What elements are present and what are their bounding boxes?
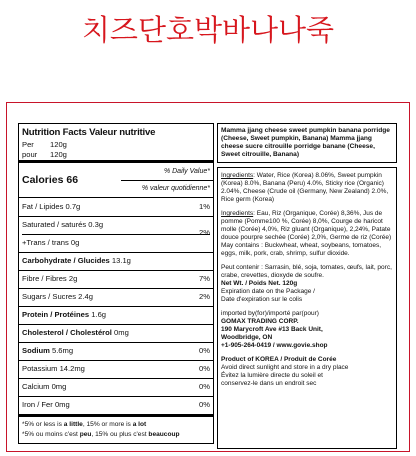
trans-label: +Trans / trans	[22, 238, 69, 248]
storage-line-1: Avoid direct sunlight and store in a dry place	[221, 364, 349, 371]
sugars-percent: 2%	[199, 292, 210, 302]
fat-label: Fat / Lipides	[22, 201, 64, 211]
origin: Product of KOREA / Produit de Corée	[221, 356, 337, 363]
footnote-fr: *5% ou moins c'est peu, 15% ou plus c'est beaucoup	[22, 431, 180, 439]
contact-info: +1-905-264-0419 / www.govie.shop	[221, 342, 328, 349]
storage-line-2: Évitez la lumière directe du soleil et	[221, 372, 323, 379]
serving-size	[19, 140, 213, 160]
product-title-korean: 치즈단호박바나나죽	[81, 13, 335, 47]
imported-by: imported by(for)/importé par(pour)	[221, 310, 319, 317]
saturated-trans-row	[19, 216, 213, 252]
potassium-percent: 0%	[199, 364, 210, 374]
address-line-1: 190 Marycroft Ave #13 Back Unit,	[221, 326, 323, 333]
trans-value: 0g	[70, 238, 80, 248]
product-name: Mamma jjang cheese sweet pumpkin banana porridge (Cheese, Sweet pumpkin, Banana) Mamma jjang cheese sucre citrouille porridge banane (Cheese, Sweet citrouille, Banana)	[221, 127, 390, 158]
sodium-value: 5.6mg	[51, 346, 74, 356]
expiration-en: Expiration date on the Package /	[221, 288, 315, 295]
daily-value-footnote	[19, 414, 213, 443]
serving-per-value: 120g	[50, 140, 67, 150]
net-weight: Net Wt. / Poids Net. 120g	[221, 280, 298, 287]
iron-value: 0mg	[54, 400, 70, 410]
may-contain-en: May contains : Buckwheat, wheat, soybeans, tomatoes, eggs, milk, pork, crab, shrimp, sulfur dioxide.	[221, 242, 382, 257]
ingredients-en: Ingredients: Water, Rice (Korea) 8.06%, Sweet pumpkin (Korea) 8.0%, Banana (Peru) 4.0%, Sticky rice (Organic) 2.04%, Cheese (Crude oil (Germany, New Zealand) 2.0%, Rice germ (Korea)	[221, 172, 389, 203]
ingredients-fr: Ingredients: Eau, Riz (Organique, Corée) 8,36%, Jus de pomme (Pomme100 %, Corée) 8,0%, Courge de haricot molle (Corée) 4,0%, Riz gluant (Organique), 2,24%, Patate douce pourpre sechée (Corée) 2,0%, Germe de riz (Corée)	[221, 210, 392, 241]
protein-row	[19, 306, 213, 324]
may-contain-fr: Peut contenir : Sarrasin, blé, soja, tomates, œufs, lait, porc, crabe, crevettes, dioxyde de soufre.	[221, 264, 392, 279]
address-line-2: Woodbridge, ON	[221, 334, 273, 341]
daily-value-header-en: % Daily Value*	[163, 167, 210, 175]
sugars-label: Sugars / Sucres	[22, 292, 77, 302]
calcium-row	[19, 378, 213, 396]
fibre-percent: 7%	[199, 274, 210, 284]
calories-row	[19, 160, 213, 197]
potassium-row	[19, 360, 213, 378]
cholesterol-label: Cholesterol / Cholestérol	[22, 328, 112, 338]
cholesterol-row	[19, 324, 213, 342]
carbohydrate-value: 13.1g	[111, 256, 131, 266]
nutrition-facts-table	[18, 123, 214, 444]
saturated-trans-percent: 2%	[199, 228, 210, 238]
iron-row	[19, 396, 213, 414]
calcium-value: 0mg	[51, 382, 67, 392]
expiration-fr: Date d'expiration sur le colis	[221, 296, 303, 303]
calories-value: Calories 66	[22, 174, 79, 186]
fibre-value: 2g	[68, 274, 78, 284]
fat-row	[19, 197, 213, 216]
serving-per-label: Per	[22, 140, 34, 150]
ingredients-box	[217, 167, 397, 449]
potassium-value: 14.2mg	[59, 364, 85, 374]
protein-label: Protein / Protéines	[22, 310, 90, 320]
iron-percent: 0%	[199, 400, 210, 410]
sugars-row	[19, 288, 213, 306]
sodium-percent: 0%	[199, 346, 210, 356]
calcium-label: Calcium	[22, 382, 50, 392]
sugars-value: 2.4g	[78, 292, 93, 302]
sodium-label: Sodium	[22, 346, 50, 356]
product-info-panel	[217, 123, 397, 449]
fibre-row	[19, 270, 213, 288]
product-name-box	[217, 123, 397, 163]
serving-pour-value: 120g	[50, 150, 67, 160]
sodium-row	[19, 342, 213, 360]
serving-pour-label: pour	[22, 150, 38, 160]
iron-label: Iron / Fer	[22, 400, 53, 410]
fat-percent: 1%	[199, 201, 210, 211]
daily-value-header-fr: % valeur quotidienne*	[121, 180, 213, 197]
potassium-label: Potassium	[22, 364, 58, 374]
saturated-value: 0.3g	[88, 220, 104, 230]
saturated-label: Saturated / saturés	[22, 220, 87, 230]
footnote-en: *5% or less is a little, 15% or more is a lot	[22, 421, 147, 429]
nutrition-facts-header: Nutrition Facts Valeur nutritive	[22, 127, 156, 138]
fibre-label: Fibre / Fibres	[22, 274, 67, 284]
carbohydrate-row	[19, 252, 213, 270]
protein-value: 1.6g	[91, 310, 107, 320]
cholesterol-value: 0mg	[114, 328, 129, 338]
fat-value: 0.7g	[65, 201, 81, 211]
storage-line-3: conservez-le dans un endroit sec	[221, 380, 317, 387]
calcium-percent: 0%	[199, 382, 210, 392]
company-name: GOMAX TRADING CORP.	[221, 318, 299, 325]
carbohydrate-label: Carbohydrate / Glucides	[22, 256, 110, 266]
